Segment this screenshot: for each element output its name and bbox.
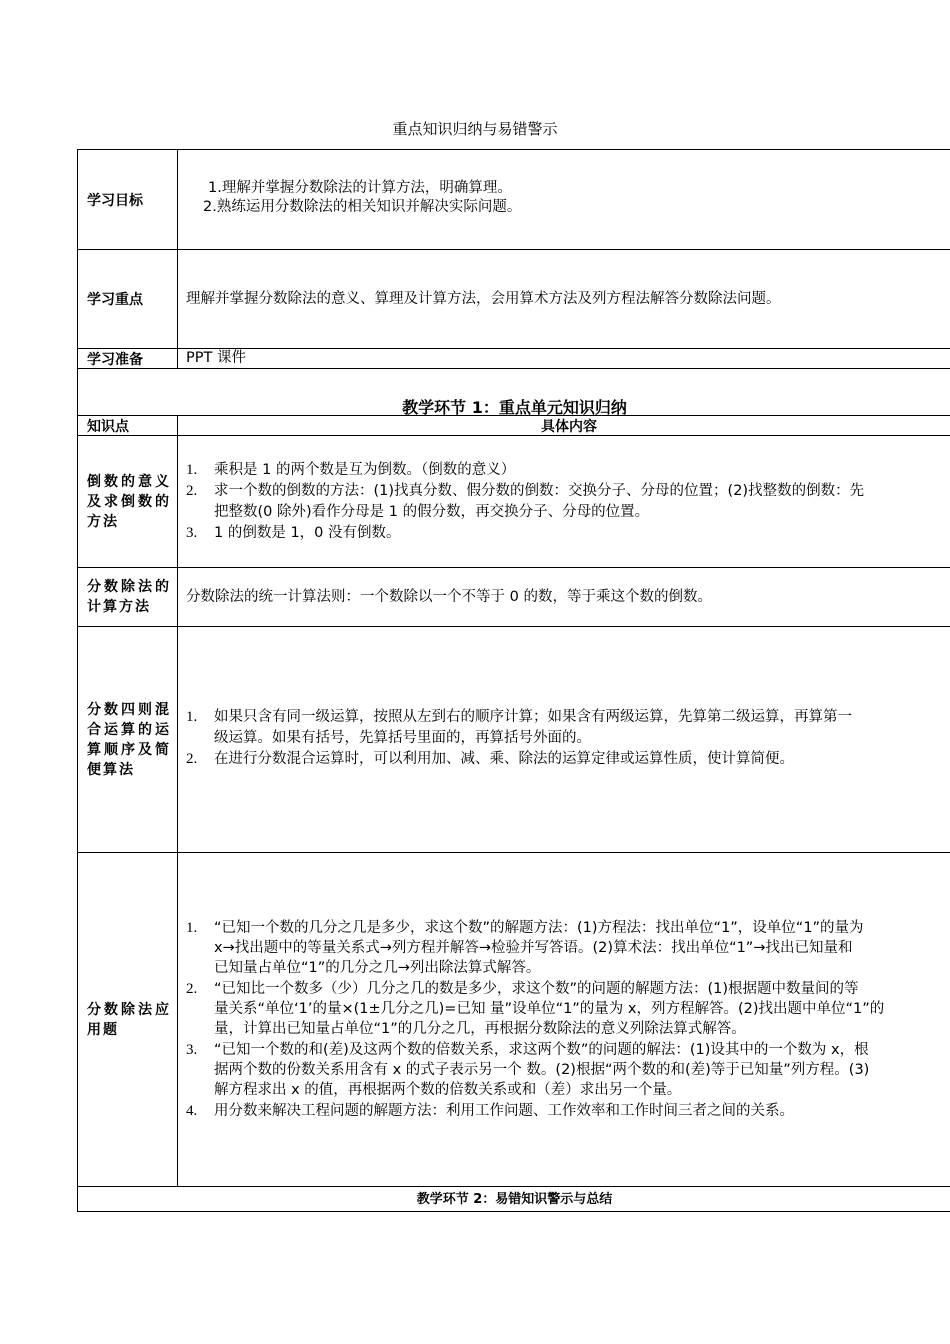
prep-label: 学习准备 <box>87 351 143 368</box>
reciprocal-line: 1 的倒数是 1，0 没有倒数。 <box>214 525 401 541</box>
mixed-content <box>186 707 950 770</box>
goals-label: 学习目标 <box>87 192 143 209</box>
apps-content <box>186 918 950 1121</box>
apps-line: 解方程求出 x 的值，再根据两个数的倍数关系或和（差）求出另一个量。 <box>214 1082 682 1098</box>
section1-title: 教学环节 1：重点单元知识归纳 <box>402 398 627 417</box>
row-mixed <box>78 627 950 853</box>
page-title: 重点知识归纳与易错警示 <box>392 120 558 138</box>
apps-line: x→找出题中的等量关系式→列方程并解答→检验并写答语。(2)算术法：找出单位“1”→找出已知量和 <box>214 940 853 956</box>
apps-label: 分数除法应用题 <box>87 1001 171 1038</box>
apps-num-4: 4. <box>186 1103 198 1119</box>
row-goals <box>78 150 950 250</box>
apps-num-2: 2. <box>186 981 198 997</box>
reciprocal-item-1 <box>186 460 950 481</box>
reciprocal-num-2: 2. <box>186 483 198 499</box>
apps-line: “已知一个数的和(差)及这两个数的倍数关系，求这两个数”的问题的解法：(1)设其中的一个数为 x，根 <box>214 1042 869 1058</box>
apps-line: “已知比一个数多（少）几分之几的数是多少，求这个数”的问题的解题方法：(1)根据题中数量间的等 <box>214 981 859 997</box>
apps-item-3b <box>186 1060 950 1080</box>
mixed-num-2: 2. <box>186 751 198 767</box>
column-divider <box>177 416 178 1187</box>
row-header <box>78 416 950 436</box>
lesson-table <box>77 149 950 1212</box>
reciprocal-line: 乘积是 1 的两个数是互为倒数。（倒数的意义） <box>214 462 516 478</box>
goals-content <box>203 179 950 217</box>
reciprocal-label: 倒数的意义及求倒数的方法 <box>87 473 171 530</box>
apps-item-1b <box>186 938 950 958</box>
row-prep <box>78 349 950 369</box>
apps-item-1 <box>186 918 950 938</box>
mixed-line: 在进行分数混合运算时，可以利用加、减、乘、除法的运算定律或运算性质，使计算简便。 <box>214 751 794 767</box>
apps-item-1c <box>186 958 950 979</box>
apps-line: “已知一个数的几分之几是多少，求这个数”的解题方法：(1)方程法：找出单位“1”，设单位“1”的量为 <box>214 920 864 936</box>
mixed-item-2 <box>186 749 950 770</box>
reciprocal-line: 把整数(0 除外)看作分母是 1 的假分数，再交换分子、分母的位置。 <box>214 504 650 520</box>
row-apps <box>78 853 950 1187</box>
apps-item-2 <box>186 979 950 999</box>
reciprocal-line: 求一个数的倒数的方法：(1)找真分数、假分数的倒数：交换分子、分母的位置；(2)找整数的倒数：先 <box>214 483 865 499</box>
row-focus <box>78 250 950 349</box>
apps-line: 量关系“单位‘1’的量×(1±几分之几)=已知 量”设单位“1”的量为 x，列方程解答。(2)找出题中单位“1”的 <box>214 1001 885 1017</box>
prep-content: PPT 课件 <box>186 350 246 366</box>
mixed-item-1b <box>186 728 950 749</box>
apps-num-3: 3. <box>186 1042 198 1058</box>
row-calc <box>78 568 950 627</box>
apps-item-2b <box>186 999 950 1019</box>
header-content: 具体内容 <box>541 419 597 435</box>
apps-line: 据两个数的份数关系用含有 x 的式子表示另一个 数。(2)根据“两个数的和(差)等于已知量”列方程。(3) <box>214 1062 870 1078</box>
row-section2 <box>78 1187 950 1212</box>
mixed-line: 级运算。如果有括号，先算括号里面的，再算括号外面的。 <box>214 730 591 746</box>
column-divider <box>177 150 178 369</box>
reciprocal-item-3 <box>186 523 950 544</box>
reciprocal-item-2b <box>186 502 950 523</box>
apps-num-1: 1. <box>186 920 198 936</box>
apps-item-4 <box>186 1101 950 1121</box>
apps-line: 量，计算出已知量占单位“1”的几分之几，再根据分数除法的意义列除法算式解答。 <box>214 1021 746 1037</box>
section2-title: 教学环节 2：易错知识警示与总结 <box>416 1192 613 1207</box>
row-reciprocal <box>78 436 950 568</box>
goals-line-2: 2.熟练运用分数除法的相关知识并解决实际问题。 <box>203 199 522 215</box>
focus-content: 理解并掌握分数除法的意义、算理及计算方法，会用算术方法及列方程法解答分数除法问题。 <box>186 291 781 307</box>
apps-line: 用分数来解决工程问题的解题方法：利用工作问题、工作效率和工作时间三者之间的关系。 <box>214 1103 794 1119</box>
apps-item-2c <box>186 1019 950 1040</box>
mixed-label: 分数四则混合运算的运算顺序及简便算法 <box>87 701 171 778</box>
row-section1 <box>78 369 950 416</box>
mixed-num-1: 1. <box>186 709 198 725</box>
mixed-line: 如果只含有同一级运算，按照从左到右的顺序计算；如果含有两级运算，先算第二级运算，再算第一 <box>214 709 852 725</box>
reciprocal-content <box>186 460 950 544</box>
reciprocal-item-2 <box>186 481 950 502</box>
header-knowledge: 知识点 <box>87 419 129 435</box>
apps-item-3c <box>186 1080 950 1101</box>
calc-content: 分数除法的统一计算法则：一个数除以一个不等于 0 的数，等于乘这个数的倒数。 <box>186 589 712 605</box>
apps-line: 已知量占单位“1”的几分之几→列出除法算式解答。 <box>214 960 541 976</box>
apps-item-3 <box>186 1040 950 1060</box>
goals-line-1: 1.理解并掌握分数除法的计算方法，明确算理。 <box>208 180 512 196</box>
reciprocal-num-3: 3. <box>186 525 198 541</box>
calc-label: 分数除法的计算方法 <box>87 579 171 615</box>
focus-label: 学习重点 <box>87 292 143 308</box>
mixed-item-1 <box>186 707 950 728</box>
reciprocal-num-1: 1. <box>186 462 198 478</box>
